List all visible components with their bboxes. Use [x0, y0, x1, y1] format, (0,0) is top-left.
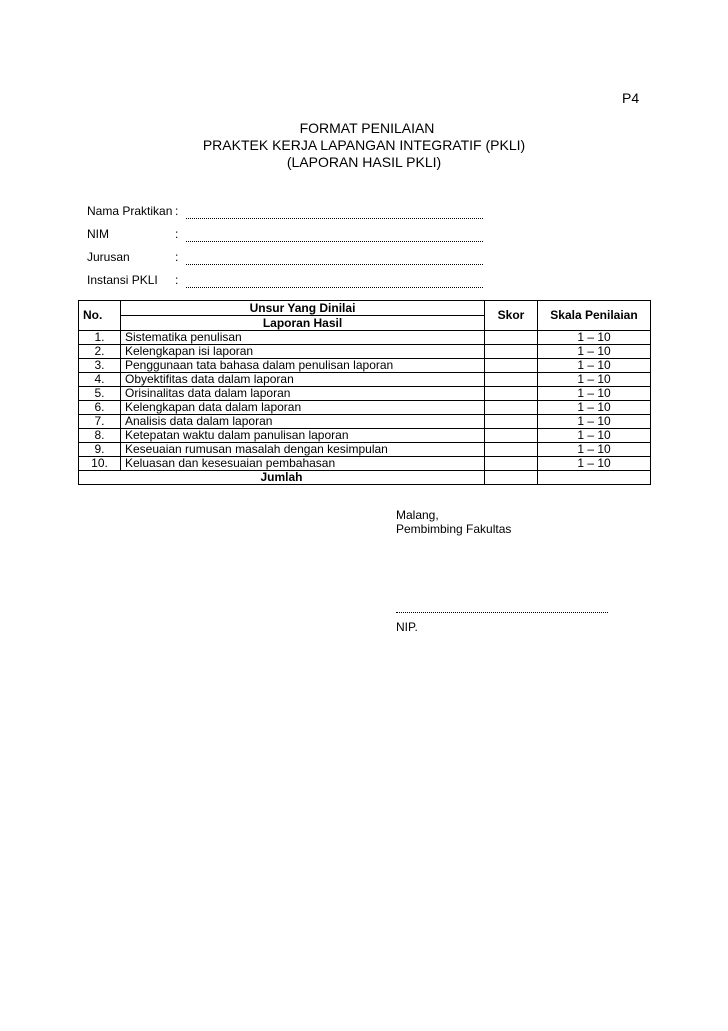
field-label: Instansi PKLI: [87, 273, 158, 287]
table-row: [79, 401, 651, 415]
header-no: No.: [79, 301, 121, 331]
row-number: 10.: [79, 457, 121, 471]
row-score[interactable]: [485, 359, 538, 373]
row-item: Analisis data dalam laporan: [121, 415, 485, 429]
header-skor: Skor: [485, 301, 538, 331]
field-label: Jurusan: [87, 250, 130, 264]
row-scale: 1 – 10: [538, 359, 651, 373]
assessment-table: [78, 300, 651, 485]
total-scale: [538, 471, 651, 485]
row-number: 6.: [79, 401, 121, 415]
signature-role: Pembimbing Fakultas: [396, 522, 512, 536]
row-scale: 1 – 10: [538, 457, 651, 471]
table-row: [79, 443, 651, 457]
fill-line[interactable]: [186, 207, 483, 219]
field-label: NIM: [87, 227, 109, 241]
signature-place: Malang,: [396, 508, 439, 522]
signature-nip: NIP.: [396, 620, 418, 634]
total-label: Jumlah: [79, 471, 485, 485]
row-number: 7.: [79, 415, 121, 429]
row-scale: 1 – 10: [538, 443, 651, 457]
field-label: Nama Praktikan: [87, 204, 173, 218]
header-skala: Skala Penilaian: [538, 301, 651, 331]
row-scale: 1 – 10: [538, 345, 651, 359]
field-colon: :: [175, 227, 179, 241]
header-unsur: Unsur Yang Dinilai: [121, 301, 485, 316]
header-laporan-hasil: Laporan Hasil: [121, 316, 485, 331]
row-scale: 1 – 10: [538, 429, 651, 443]
row-number: 9.: [79, 443, 121, 457]
table-row: [79, 387, 651, 401]
table-row: [79, 415, 651, 429]
row-number: 2.: [79, 345, 121, 359]
row-item: Ketepatan waktu dalam panulisan laporan: [121, 429, 485, 443]
field-colon: :: [175, 273, 179, 287]
row-scale: 1 – 10: [538, 415, 651, 429]
row-score[interactable]: [485, 443, 538, 457]
signature-line[interactable]: [396, 602, 608, 613]
table-row: [79, 457, 651, 471]
row-score[interactable]: [485, 429, 538, 443]
row-number: 4.: [79, 373, 121, 387]
row-item: Penggunaan tata bahasa dalam penulisan laporan: [121, 359, 485, 373]
row-scale: 1 – 10: [538, 387, 651, 401]
row-item: Kelengkapan data dalam laporan: [121, 401, 485, 415]
row-item: Sistematika penulisan: [121, 331, 485, 345]
total-row: [79, 471, 651, 485]
row-score[interactable]: [485, 345, 538, 359]
field-colon: :: [175, 204, 179, 218]
total-score[interactable]: [485, 471, 538, 485]
page-code: P4: [622, 90, 640, 106]
form-title: FORMAT PENILAIAN: [299, 120, 435, 136]
row-item: Kelengkapan isi laporan: [121, 345, 485, 359]
form-subtitle-detail: (LAPORAN HASIL PKLI): [286, 154, 442, 170]
row-score[interactable]: [485, 415, 538, 429]
row-scale: 1 – 10: [538, 331, 651, 345]
row-number: 3.: [79, 359, 121, 373]
fill-line[interactable]: [186, 276, 483, 288]
row-score[interactable]: [485, 387, 538, 401]
row-score[interactable]: [485, 331, 538, 345]
row-number: 1.: [79, 331, 121, 345]
row-item: Keseuaian rumusan masalah dengan kesimpulan: [121, 443, 485, 457]
row-item: Keluasan dan kesesuaian pembahasan: [121, 457, 485, 471]
fill-line[interactable]: [186, 253, 483, 265]
table-row: [79, 345, 651, 359]
field-colon: :: [175, 250, 179, 264]
row-score[interactable]: [485, 401, 538, 415]
row-number: 8.: [79, 429, 121, 443]
form-subtitle: PRAKTEK KERJA LAPANGAN INTEGRATIF (PKLI): [202, 137, 526, 153]
row-item: Obyektifitas data dalam laporan: [121, 373, 485, 387]
row-score[interactable]: [485, 373, 538, 387]
row-item: Orisinalitas data dalam laporan: [121, 387, 485, 401]
table-row: [79, 373, 651, 387]
table-row: [79, 331, 651, 345]
table-row: [79, 359, 651, 373]
row-scale: 1 – 10: [538, 373, 651, 387]
table-row: [79, 429, 651, 443]
row-number: 5.: [79, 387, 121, 401]
fill-line[interactable]: [186, 230, 483, 242]
row-score[interactable]: [485, 457, 538, 471]
row-scale: 1 – 10: [538, 401, 651, 415]
